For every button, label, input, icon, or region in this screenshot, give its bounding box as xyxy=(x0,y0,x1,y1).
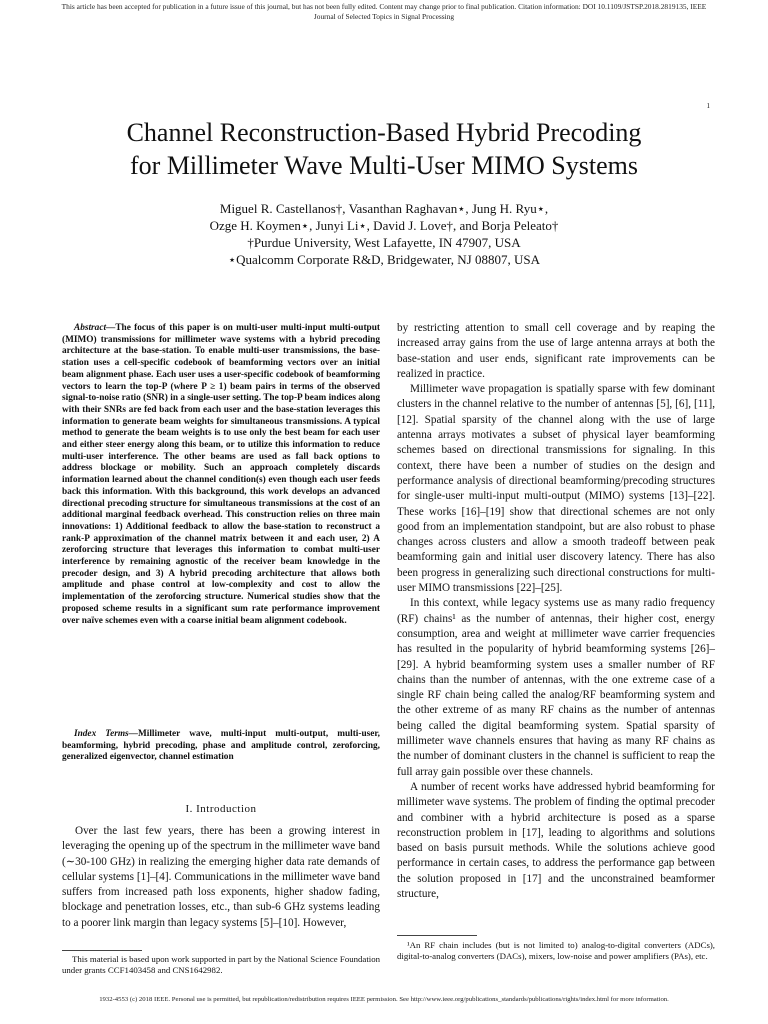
rf-chain-footnote-text: ¹An RF chain includes (but is not limited to) analog-to-digital converters (ADCs), digital-to-analog converters (DACs), mixers, low-noise and power amplifiers (PAs), etc. xyxy=(397,940,715,961)
right-paragraph-3: A number of recent works have addressed hybrid beamforming for millimeter wave systems. The problem of finding the optimal precoder and combiner with a hybrid architecture is posed as a sparse reconstruction problem in [17], leading to algorithms and solutions based on basis pursuit methods. While the solutions achieve good performance in certain cases, to address the performance gap between the solution proposed in [17] and the unconstrained beamformer structure, xyxy=(397,780,715,900)
author-line-1: Miguel R. Castellanos†, Vasanthan Raghavan⋆, Jung H. Ryu⋆, xyxy=(219,201,549,216)
right-paragraph-1: Millimeter wave propagation is spatially sparse with few dominant clusters in the channel relative to the number of antennas [5], [6], [11], [12]. Spatial sparsity of the channel along with the use of large antenna arrays motivates a subset of physical layer beamforming schemes based on directional transmissions for signaling. In this context, there have been a number of studies on the design and performance analysis of directional beamforming/precoding structures for single-user multi-input multi-output (MIMO) systems [13]–[22]. These works [16]–[19] show that directional schemes are not only good from an implementation standpoint, but are also robust to phase changes across clusters and allow a smooth tradeoff between peak beamforming gain and initial user discovery latency. There has also been progress in generalizing such directional constructions for multi-user MIMO transmissions [22]–[25]. xyxy=(397,383,715,595)
paper-title xyxy=(40,116,728,182)
funding-footnote xyxy=(62,954,380,976)
title-line-1: Channel Reconstruction-Based Hybrid Precoding xyxy=(126,118,642,147)
footnote-divider-right xyxy=(397,935,477,936)
section-heading: I. Introduction xyxy=(185,803,257,815)
index-terms-label: Index Terms— xyxy=(74,729,138,739)
copyright-footer: 1932-4553 (c) 2018 IEEE. Personal use is permitted, but republication/redistribution requires IEEE permission. See http://www.ieee.org/publications_standards/publications/rights/index.html for more information. xyxy=(99,996,669,1003)
index-terms xyxy=(62,729,380,764)
title-line-2: for Millimeter Wave Multi-User MIMO Systems xyxy=(130,151,638,180)
index-terms-text: Millimeter wave, multi-input multi-output, multi-user, beamforming, hybrid precoding, phase and amplitude control, zeroforcing, generalized eigenvector, channel estimation xyxy=(62,729,380,763)
abstract-text: The focus of this paper is on multi-user multi-input multi-output (MIMO) transmissions for millimeter wave systems with a hybrid precoding architecture at the base-station. To enable multi-user transmissions, the base-station uses a cell-specific codebook of beamforming vectors over an initial beam alignment phase. Each user uses a user-specific codebook of beamforming vectors to learn the top-P (where P ≥ 1) beam pairs in terms of the observed signal-to-noise ratio (SNR) in a single-user setting. The top-P beam indices along with their SNRs are fed back from each user and the base-station leverages this information to generate beam weights for simultaneous transmissions. A typical method to generate the beam weights is to use only the best beam for each user and either steer energy along this beam, or to utilize this information to reduce multi-user interference. The other beams are used as fall back options to address blockage or mobility. Such an approach completely discards information learned about the channel condition(s) even though each user feeds back this information. With this background, this work develops an advanced directional precoding structure for simultaneous transmissions at the cost of an additional marginal feedback overhead. This construction relies on three main innovations: 1) Additional feedback to allow the base-station to reconstruct a rank-P approximation of the channel matrix between it and each user, 2) A zeroforcing structure that leverages this information to combat multi-user interference by remaining agnostic of the receiver beam knowledge in the precoder design, and 3) A hybrid precoding architecture that allows both amplitude and phase control at low-complexity and cost to allow the implementation of the zeroforcing structure. Numerical studies show that the proposed scheme results in a significant sum rate performance improvement over naïve schemes even with a coarse initial beam alignment codebook. xyxy=(62,323,380,626)
affiliation-1: †Purdue University, West Lafayette, IN 47907, USA xyxy=(247,235,521,250)
author-line-2: Ozge H. Koymen⋆, Junyi Li⋆, David J. Love†, and Borja Peleato† xyxy=(209,218,559,233)
right-paragraph-2: In this context, while legacy systems use as many radio frequency (RF) chains¹ as the number of antennas, their higher cost, energy consumption, area and weight at millimeter wave carrier frequencies has resulted in the popularity of hybrid beamforming systems [26]–[29]. A hybrid beamforming system uses a smaller number of RF chains than the number of antennas, with the one extreme case of a single RF chain being called the analog/RF beamforming system and the other extreme of as many RF chains as the number of antennas being called the digital beamforming system. Spatial sparsity of millimeter wave channels ensures that having as many RF chains as the number of dominant clusters in the channel is sufficient to reap the full array gain possible over these channels. xyxy=(397,597,715,778)
funding-footnote-text: This material is based upon work supported in part by the National Science Foundation under grants CCF1403458 and CNS1642982. xyxy=(62,954,380,975)
affiliation-2: ⋆Qualcomm Corporate R&D, Bridgewater, NJ 08807, USA xyxy=(228,252,540,267)
footnote-divider xyxy=(62,950,142,951)
abstract-label: Abstract— xyxy=(74,323,116,333)
notice-line-2: Journal of Selected Topics in Signal Processing xyxy=(313,12,455,21)
page-number: 1 xyxy=(706,102,710,110)
right-paragraph-0: by restricting attention to small cell coverage and by reaping the increased array gains from the use of large antenna arrays at both the base-station and user ends, significant rate improvements can be realized in practice. xyxy=(397,322,715,380)
journal-notice xyxy=(0,2,768,22)
rf-chain-footnote xyxy=(397,940,715,962)
notice-line-1: This article has been accepted for publication in a future issue of this journal, but has not been fully edited. Content may change prior to final publication. Citation information: DOI 10.1109/JSTSP.2018.2819135, IEEE xyxy=(61,2,707,11)
intro-left-column xyxy=(62,824,380,931)
intro-right-column xyxy=(397,321,715,902)
author-block xyxy=(40,200,728,268)
intro-paragraph-1: Over the last few years, there has been a growing interest in leveraging the opening up of the spectrum in the millimeter wave band (∼30-100 GHz) in realizing the emerging higher data rate demands of cellular systems [1]–[4]. Communications in the millimeter wave band suffers from increased path loss exponents, higher shadow fading, blockage and penetration losses, etc., than sub-6 GHz systems leading to a poorer link margin than legacy systems [5]–[10]. However, xyxy=(62,825,380,929)
abstract xyxy=(62,323,380,627)
